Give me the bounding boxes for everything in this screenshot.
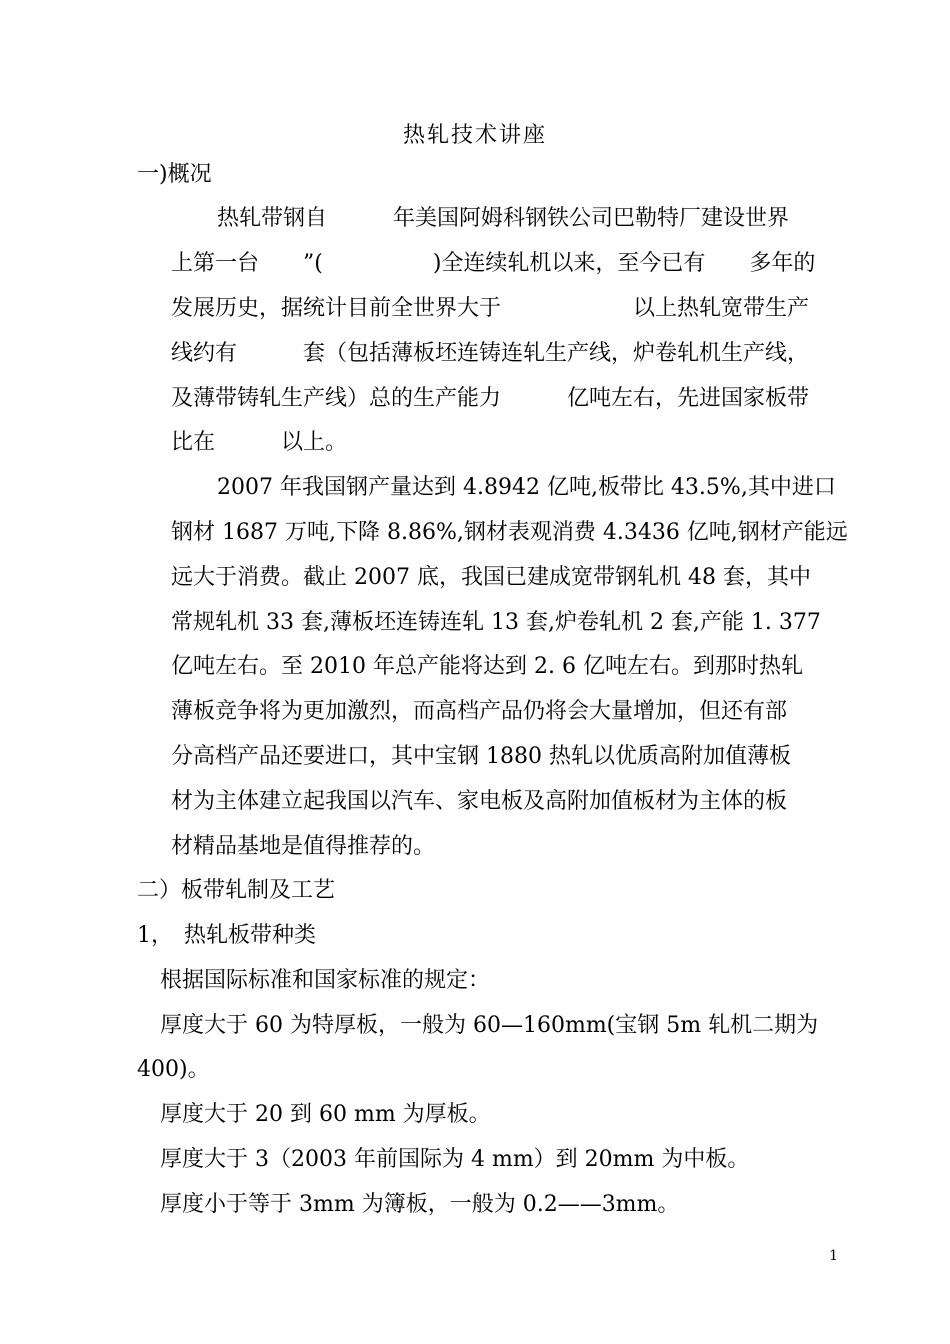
subsection-heading: 1， 热轧板带种类 (137, 923, 316, 948)
paragraph-line: 材为主体建立起我国以汽车、家电板及高附加值板材为主体的板 (171, 789, 788, 814)
paragraph-line: 亿吨左右。至 2010 年总产能将达到 2. 6 亿吨左右。到那时热轧 (171, 654, 803, 679)
standards-intro: 根据国际标准和国家标准的规定： (160, 968, 491, 993)
page-title: 热轧技术讲座 (402, 123, 547, 148)
paragraph-line: 上第一台 ”( )全连续轧机以来，至今已有 多年的 (171, 251, 816, 276)
standards-line: 厚度大于 20 到 60 mm 为厚板。 (160, 1102, 491, 1127)
paragraph-line: 及薄带铸轧生产线）总的生产能力 亿吨左右，先进国家板带 (171, 386, 810, 411)
paragraph-line: 常规轧机 33 套,薄板坯连铸连轧 13 套,炉卷轧机 2 套,产能 1. 377 (171, 610, 821, 635)
paragraph-line: 线约有 套（包括薄板坯连铸连轧生产线，炉卷轧机生产线， (171, 341, 810, 366)
paragraph-line: 远大于消费。截止 2007 底，我国已建成宽带钢轧机 48 套，其中 (171, 565, 811, 590)
standards-line: 400)。 (137, 1057, 210, 1082)
paragraph-line: 2007 年我国钢产量达到 4.8942 亿吨,板带比 43.5%,其中进口 (217, 475, 836, 500)
paragraph-line: 热轧带钢自 年美国阿姆科钢铁公司巴勒特厂建设世界 (217, 206, 790, 231)
paragraph-line: 发展历史，据统计目前全世界大于 以上热轧宽带生产 (171, 296, 810, 321)
paragraph-line: 材精品基地是值得推荐的。 (171, 834, 436, 859)
section-heading-rolling: 二）板带轧制及工艺 (137, 878, 336, 903)
standards-line: 厚度大于 3（2003 年前国际为 4 mm）到 20mm 为中板。 (160, 1147, 750, 1172)
paragraph-line: 分高档产品还要进口，其中宝钢 1880 热轧以优质高附加值薄板 (171, 744, 791, 769)
section-heading-overview: 一)概况 (137, 162, 212, 187)
paragraph-line: 薄板竞争将为更加激烈，而高档产品仍将会大量增加，但还有部 (171, 699, 788, 724)
paragraph-line: 比在 以上。 (171, 430, 348, 455)
standards-line: 厚度小于等于 3mm 为簿板，一般为 0.2——3mm。 (160, 1192, 680, 1217)
paragraph-line: 钢材 1687 万吨,下降 8.86%,钢材表观消费 4.3436 亿吨,钢材产能远 (171, 520, 848, 545)
page-number: 1 (829, 1248, 838, 1264)
standards-line: 厚度大于 60 为特厚板，一般为 60—160mm(宝钢 5m 轧机二期为 (160, 1013, 819, 1038)
